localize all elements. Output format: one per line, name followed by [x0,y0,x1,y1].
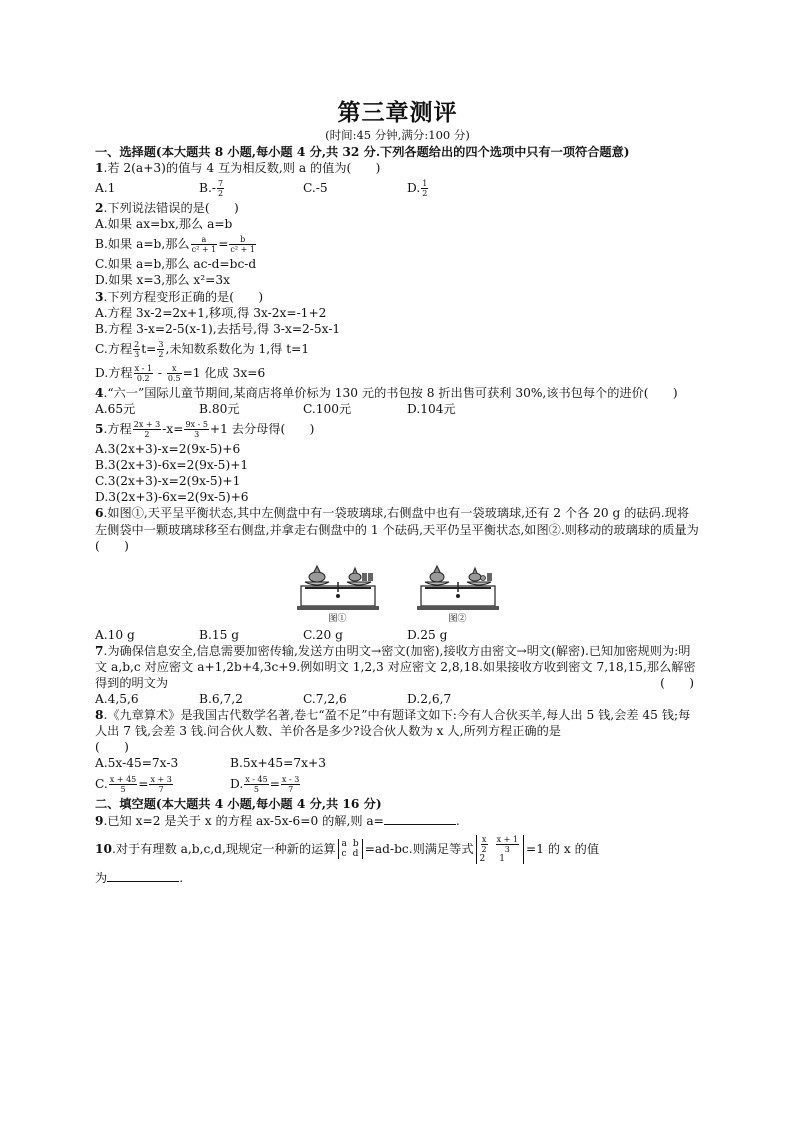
balance-scale-icon [295,558,381,614]
option-a: A.3(2x+3)-x=2(9x-5)+6 [95,442,241,457]
fraction: $\frac{x - 45}{5}$ [245,774,268,794]
option-a: A.方程 3x-2=2x+1,移项,得 3x-2x=-1+2 [95,305,327,320]
fraction: $\frac{1}{2}$ [422,179,428,199]
question-stem: .“六一”国际儿童节期间,某商店将单价标为 130 元的书包按 8 折出售可获利 30%,该书包每个的进价( ) [103,385,678,400]
option-b: B.15 g [199,627,240,642]
figure-caption: 图① [328,613,347,624]
question-3 [95,289,700,305]
option-b: B.3(2x+3)-6x=2(9x-5)+1 [95,458,249,473]
balance-figure-1 [295,558,381,625]
option-d: D.如果 x=3,那么 x²=3x [95,273,231,288]
option-d: D.3(2x+3)-6x=2(9x-5)+6 [95,490,249,505]
question-stem: .若 2(a+3)的值与 4 互为相反数,则 a 的值为( ) [103,161,381,176]
option-d: D. $\frac{1}{2}$ [407,179,428,199]
balance-figure-2 [415,558,501,625]
question-6 [95,505,700,553]
section-heading-fill: 二、填空题(本大题共 4 小题,每小题 4 分,共 16 分) [95,796,382,811]
option-b: B.6,7,2 [199,692,243,707]
answer-paren: ( ) [660,675,694,690]
fraction: $\frac{2x + 3}{2}$ [133,420,161,440]
option-b: B.- $\frac{7}{2}$ [199,179,224,199]
option-a: A.如果 ax=bx,那么 a=b [95,217,233,232]
question-number: 8 [95,708,104,723]
answer-blank[interactable] [107,869,179,882]
determinant: $\frac{x}{2}$ $\frac{x + 1}{3}$ 2 1 [476,835,524,864]
fraction: $\frac{7}{2}$ [217,179,224,199]
question-9: 9.已知 x=2 是关于 x 的方程 ax-5x-6=0 的解,则 a= . [95,813,460,828]
question-7 [95,643,700,691]
question-1-options [95,176,700,200]
option-c: C.方程 $\frac{2}{3}$ t= $\frac{3}{2}$ ,未知数系数化为 1,得 t=1 [95,339,310,359]
question-5: 5.方程 $\frac{2x + 3}{2}$ -x= $\frac{9x - 5}{3}$ +1 去分母得( ) [95,420,315,440]
question-stem: .如图①,天平呈平衡状态,其中左侧盘中有一袋玻璃球,右侧盘中也有一袋玻璃球,还有 2 个各 20 g 的砝码.现将左侧袋中一颗玻璃球移至右侧盘,并拿走右侧盘中的 1 个砝码,天平仍呈平衡状态,如图②.则移动的玻璃球的质量为( ) [95,506,699,553]
fraction: $\frac{b}{\text{c² + 1}}$ [230,235,255,255]
question-stem: .《九章算术》是我国古代数学名著,卷七“盈不足”中有题译文如下:今有人合伙买羊,每人出 5 钱,会差 45 钱;每人出 7 钱,会差 3 钱.问合伙人数、羊价各是多少?设合伙人数为 x 人,所列方程正确的是 [95,708,691,739]
question-number: 7 [95,643,104,658]
question-number: 6 [95,506,104,521]
question-stem: .为确保信息安全,信息需要加密传输,发送方由明文→密文(加密),接收方由密文→明文(解密).已知加密规则为:明文 a,b,c 对应密文 a+1,2b+4,3c+9.例如明文 1,2,3 对应密文 2,8,18.如果接收方收到密文 7,18,15,那么解密得到的明文为 [95,643,696,690]
question-4-options [95,401,700,417]
question-10-line2: 为 . [95,870,184,885]
answer-blank[interactable] [384,812,456,825]
balance-scale-icon [415,558,501,614]
fraction: $\frac{3}{2}$ [158,339,164,359]
option-a: A.1 [95,181,116,196]
option-c: C.如果 a=b,那么 ac-d=bc-d [95,257,257,272]
balance-figures [95,558,700,625]
option-c: C.7,2,6 [303,692,347,707]
page-title: 第三章测评 [337,100,458,126]
option-c: C.3(2x+3)-x=2(9x-5)+1 [95,474,241,489]
page-subtitle: (时间:45 分钟,满分:100 分) [325,128,470,142]
option-c: C.20 g [303,627,343,642]
question-8-options-cd [95,772,700,796]
question-stem: .下列说法错误的是( ) [103,201,239,216]
fraction: $\frac{a}{\text{c² + 1}}$ [191,235,217,255]
figure-caption: 图② [448,613,467,624]
question-number: 4 [95,385,104,400]
option-b: B.5x+45=7x+3 [230,756,326,771]
option-c: C.100元 [303,401,352,416]
option-d: D.2,6,7 [407,692,452,707]
question-6-options [95,627,700,643]
section-heading-choice: 一、选择题(本大题共 8 小题,每小题 4 分,共 32 分.下列各题给出的四个选项中只有一项符合题意) [95,145,630,159]
option-d: D.104元 [407,401,456,416]
question-10: 10.对于有理数 a,b,c,d,现规定一种新的运算 a b c d =ad-bc.则满足等式 $\frac{x}{2}$ $\frac{x + 1}{3}$ 2 1 =1 的 x 的值 [95,834,600,864]
question-7-options [95,691,700,707]
option-a: A.4,5,6 [95,692,139,707]
exam-page [95,98,700,886]
fraction: $\frac{x + 45}{5}$ [109,774,137,794]
option-d: D. $\frac{x - 45}{5}$ = $\frac{x - 3}{7}$ [230,774,300,794]
question-8-options-ab [95,755,700,771]
determinant: a b c d [338,839,363,859]
question-2 [95,200,700,216]
option-b: B.如果 a=b,那么 $\frac{a}{\text{c² + 1}}$ = $\frac{b}{\text{c² + 1}}$ [95,235,255,255]
fraction: $\frac{9x - 5}{3}$ [185,420,208,440]
question-number: 9 [95,813,104,828]
question-number: 5 [95,422,104,437]
answer-paren: ( ) [95,740,129,755]
option-c: C.-5 [303,181,328,196]
fraction: $\frac{x - 1}{0.2}$ [134,363,152,383]
question-stem: .下列方程变形正确的是( ) [103,289,264,304]
option-a: A.5x-45=7x-3 [95,756,179,771]
question-number: 10 [95,841,112,856]
question-number: 2 [95,201,104,216]
fraction: $\frac{x - 3}{7}$ [281,774,300,794]
fraction: $\frac{x + 3}{7}$ [150,774,172,794]
question-number: 1 [95,161,104,176]
question-4 [95,385,700,401]
option-a: A.65元 [95,401,136,416]
question-8 [95,707,700,739]
question-stem: .已知 x=2 是关于 x 的方程 ax-5x-6=0 的解,则 a= [103,813,384,828]
question-number: 3 [95,289,104,304]
fraction: $\frac{x}{0.5}$ [167,363,181,383]
option-c: C. $\frac{x + 45}{5}$ = $\frac{x + 3}{7}$ [95,774,172,794]
option-b: B.80元 [199,401,240,416]
option-b: B.方程 3-x=2-5(x-1),去括号,得 3-x=2-5x-1 [95,321,341,336]
option-d: D.方程 $\frac{x - 1}{0.2}$ - $\frac{x}{0.5}$ =1 化成 3x=6 [95,363,266,383]
option-d: D.25 g [407,627,448,642]
option-a: A.10 g [95,627,135,642]
fraction: $\frac{2}{3}$ [134,339,140,359]
question-1 [95,160,700,176]
